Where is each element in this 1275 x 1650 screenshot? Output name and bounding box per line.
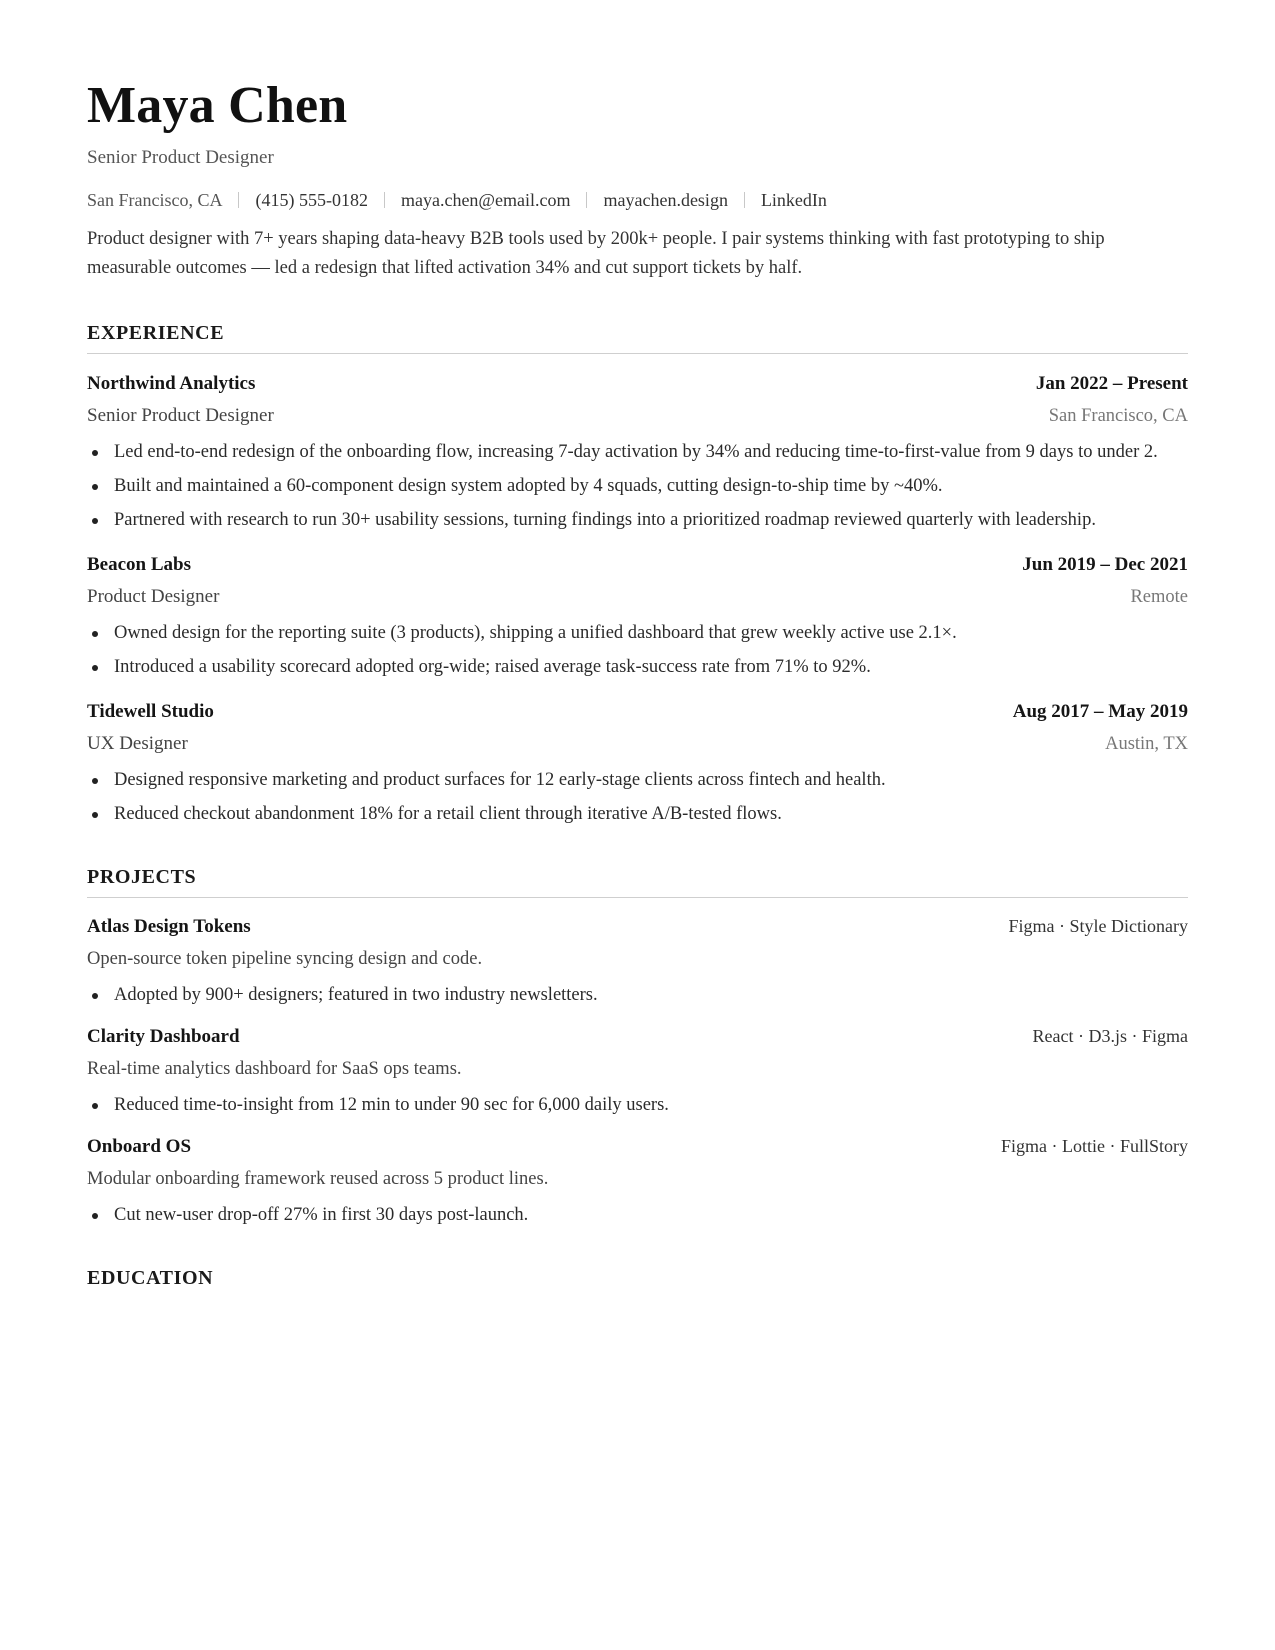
contact-location: San Francisco, CA — [87, 190, 223, 210]
bullet-dot-icon — [92, 631, 98, 637]
contact-linkedin-link[interactable]: LinkedIn — [760, 190, 827, 210]
experience-subheader-row — [87, 724, 1188, 756]
bullet-text: Reduced checkout abandonment 18% for a retail client through iterative A/B-tested flows. — [114, 804, 782, 824]
experience-header-row — [87, 553, 1188, 577]
bullet-item — [87, 438, 1188, 467]
project-tech-stack: React · D3.js · Figma — [1032, 1026, 1188, 1046]
job-role: UX Designer — [87, 733, 188, 754]
bullet-dot-icon — [92, 1103, 98, 1109]
bullet-text: Owned design for the reporting suite (3 products), shipping a unified dashboard that grew weekly active use 2.1×. — [114, 623, 957, 643]
section-title-experience: EXPERIENCE — [87, 321, 1188, 354]
bullet-item — [87, 800, 1188, 829]
section-title-education: EDUCATION — [87, 1267, 214, 1289]
bullet-text: Reduced time-to-insight from 12 min to under 90 sec for 6,000 daily users. — [114, 1095, 669, 1115]
bullet-item — [87, 766, 1188, 795]
experience-subheader-row — [87, 396, 1188, 428]
project-header-row — [87, 1024, 1188, 1049]
employment-dates: Aug 2017 – May 2019 — [1012, 701, 1188, 722]
bullet-text: Led end-to-end redesign of the onboarding flow, increasing 7-day activation by 34% and reducing time-to-first-value from 9 days to under 2. — [114, 442, 1158, 462]
bullet-text: Cut new-user drop-off 27% in first 30 days post-launch. — [114, 1205, 529, 1225]
employment-dates: Jun 2019 – Dec 2021 — [1022, 554, 1188, 575]
project-description: Open-source token pipeline syncing design and code. — [87, 949, 483, 969]
project-tech-stack: Figma · Style Dictionary — [1008, 916, 1188, 936]
job-role: Product Designer — [87, 586, 220, 607]
project-header-row — [87, 914, 1188, 939]
project-name: Onboard OS — [87, 1136, 192, 1157]
employment-dates: Jan 2022 – Present — [1035, 373, 1188, 394]
project-entry — [87, 1134, 1188, 1230]
bullet-dot-icon — [92, 993, 98, 999]
contact-line — [87, 188, 1188, 212]
project-name: Atlas Design Tokens — [87, 916, 251, 937]
experience-entry — [87, 553, 1188, 682]
job-role: Senior Product Designer — [87, 405, 274, 426]
candidate-name: Maya Chen — [87, 77, 348, 134]
bullet-dot-icon — [92, 450, 98, 456]
bullet-dot-icon — [92, 1213, 98, 1219]
experience-entry — [87, 372, 1188, 535]
project-tech-stack: Figma · Lottie · FullStory — [1001, 1136, 1188, 1156]
bullet-dot-icon — [92, 484, 98, 490]
section-title-projects: PROJECTS — [87, 865, 1188, 898]
project-bullets — [87, 1201, 1188, 1230]
project-name: Clarity Dashboard — [87, 1026, 240, 1047]
bullet-text: Partnered with research to run 30+ usability sessions, turning findings into a prioritized roadmap reviewed quarterly with leadership. — [114, 510, 1096, 530]
project-description: Real-time analytics dashboard for SaaS ops teams. — [87, 1059, 462, 1079]
contact-separator — [586, 192, 587, 208]
experience-entry — [87, 700, 1188, 829]
experience-bullets — [87, 619, 1188, 682]
bullet-item — [87, 619, 1188, 648]
experience-header-row — [87, 372, 1188, 396]
project-header-row — [87, 1134, 1188, 1159]
experience-header-row — [87, 700, 1188, 724]
contact-separator — [238, 192, 239, 208]
candidate-headline: Senior Product Designer — [87, 147, 274, 168]
job-location: Austin, TX — [1105, 734, 1188, 754]
contact-website-link[interactable]: mayachen.design — [603, 190, 728, 210]
project-bullets — [87, 981, 1188, 1010]
project-bullets — [87, 1091, 1188, 1120]
bullet-item — [87, 1201, 1188, 1230]
bullet-item — [87, 981, 1188, 1010]
summary-paragraph: Product designer with 7+ years shaping data-heavy B2B tools used by 200k+ people. I pair systems thinking with fast prototyping to ship measurable outcomes — led a redesign that lifted activation 34% and cut support tickets by half. — [87, 229, 1105, 278]
bullet-text: Adopted by 900+ designers; featured in two industry newsletters. — [114, 985, 598, 1005]
experience-bullets — [87, 438, 1188, 535]
company-name: Tidewell Studio — [87, 701, 214, 722]
bullet-dot-icon — [92, 778, 98, 784]
project-entry — [87, 1024, 1188, 1120]
experience-bullets — [87, 766, 1188, 829]
contact-separator — [384, 192, 385, 208]
contact-email-link[interactable]: maya.chen@email.com — [400, 190, 571, 210]
bullet-text: Designed responsive marketing and product surfaces for 12 early-stage clients across fintech and health. — [114, 770, 886, 790]
bullet-dot-icon — [92, 665, 98, 671]
bullet-dot-icon — [92, 518, 98, 524]
experience-subheader-row — [87, 577, 1188, 609]
bullet-item — [87, 472, 1188, 501]
bullet-item — [87, 653, 1188, 682]
project-entry — [87, 914, 1188, 1010]
company-name: Northwind Analytics — [87, 373, 256, 394]
company-name: Beacon Labs — [87, 554, 191, 575]
project-description: Modular onboarding framework reused across 5 product lines. — [87, 1169, 549, 1189]
bullet-item — [87, 1091, 1188, 1120]
job-location: San Francisco, CA — [1048, 406, 1188, 426]
bullet-text: Introduced a usability scorecard adopted org-wide; raised average task-success rate from 71% to 92%. — [114, 657, 871, 677]
bullet-dot-icon — [92, 812, 98, 818]
contact-phone[interactable]: (415) 555-0182 — [255, 190, 368, 210]
contact-separator — [744, 192, 745, 208]
bullet-text: Built and maintained a 60-component design system adopted by 4 squads, cutting design-to-ship time by ~40%. — [114, 476, 943, 496]
bullet-item — [87, 506, 1188, 535]
job-location: Remote — [1130, 587, 1188, 607]
